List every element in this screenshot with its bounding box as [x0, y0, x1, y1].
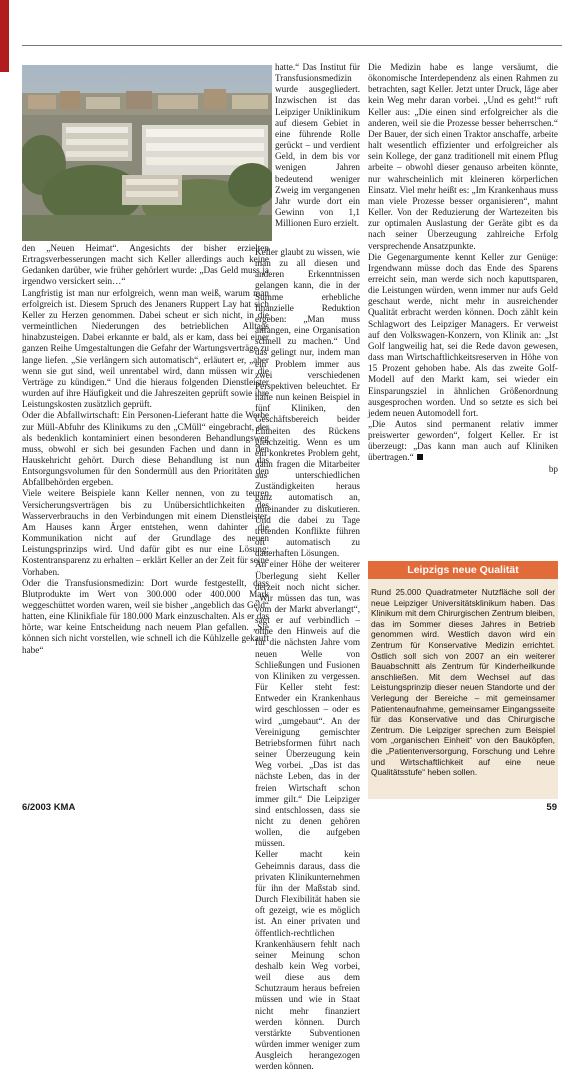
- paragraph: Oder die Transfusionsmedizin: Dort wurde festgestellt, dass Blutprodukte im Wert von 300.000 oder 400.000 Mark weggeschüttet worden waren, weil sie bisher „angeblich das Geld“ hatten, eine Klinikfiale für 180.000 Mark einzuschalten. Als er das hörte, war keine Entscheidung nach neuem Plan gefallen. „Sie können sich nicht vorstellen, wie schnell ich die Kühlzelle gekauft habe“: [22, 577, 269, 655]
- hospital-photo: [22, 65, 272, 241]
- paragraph: den „Neuen Heimat“. Angesichts der bisher erzielten Ertragsverbesserungen macht sich Keller allerdings auch keine Gedanken darüber, wie früher gehörlert wurde: „Das Geld muss ja irgendwo versickert sein…“: [22, 243, 269, 287]
- top-rule: [22, 45, 562, 46]
- paragraph: An einer Höhe der weiterer Überlegung sieht Keller derzeit noch nicht sicher. „Wir müssen das tun, was vom der Markt abverlangt“, sagt er auf verbindlich – ohne den Hinweis auf die für die nächsten Jahre vom neuen Welle von Schließungen und Fusionen von Kliniken zu vergessen. Für Keller steht fest: Entweder ein Krankenhaus wird geschlossen – oder es wird „umgebaut“. An der Vereinigung gemischter Betriebsformen führt nach seiner Überzeugung kein Weg vorbei. „Das ist das nächste Leben, das in der freien Wirtschaft schon immer gilt.“ Die Leipziger sind entschlossen, dass sie nicht zu denen gehören wollen, die aufgeben müssen.: [255, 559, 360, 849]
- paragraph: hatte.“ Das Institut für Transfusionsmedizin wurde ausgegliedert. Inzwischen ist das Leipziger Uniklinikum auf diesem Gebiet in eine führende Rolle gerückt – und verdient Geld, in dem bis vor wenigen Jahren bedeutend weniger Zweig im vergangenen Jahr wurde dort ein Gewinn von 1,1 Millionen Euro erzielt.: [275, 62, 360, 229]
- paragraph: [368, 419, 558, 464]
- box-headline: Leipzigs neue Qualität: [368, 561, 558, 579]
- red-margin-bar: [0, 0, 9, 72]
- paragraph: Viele weitere Beispiele kann Keller nennen, von zu teuren Versicherungsverträgen bis zu Unübersichtlichkeiten des Wasserverbrauchs in den Verbindungen mit einem Dienstleister. Am Hauses kann Ärger entstehen, wenn dahinter die Kommunikation nicht auf der Grundlage des neuen Leistungsprinzips wird. Und dafür gibt es nur eine Lösung: Kostentransparenz zu erhalten – erklärt Keller an der Zeit für seine Vorhaben.: [22, 488, 269, 577]
- column-1: [22, 243, 269, 656]
- closing-quote: „Die Autos sind permanent relativ immer preiswerter geworden“, folgert Keller. Er ist überzeugt: „Das kann man auch auf Kliniken übertragen.“: [368, 419, 558, 463]
- aerial-image-drawing: [22, 65, 272, 241]
- box-text: [368, 583, 558, 778]
- paragraph: Keller macht kein Geheimnis daraus, dass die privaten Klinikunternehmen für ihn der Maßstab sind. Durch Flexibilität haben sie oft gezeigt, wie es möglich ist. An einer privaten und öffentlich-rechtlichen Krankenhäusern fehlt nach seiner Meinung schon deshalb kein Weg vorbei, weil diese aus dem Schutzraum heraus befreien müssen und wie in Staat nicht mehr finanziert werden können. Durch verstärkte Subventionen würden immer weniger zum Ausgleich herangezogen werden können.: [255, 849, 360, 1072]
- column-2-top: [275, 62, 360, 229]
- column-2: [255, 247, 360, 1073]
- column-3: [368, 62, 558, 475]
- end-mark-icon: [417, 454, 423, 460]
- page-number: 59: [546, 802, 557, 813]
- paragraph: Oder die Abfallwirtschaft: Ein Personen-Lieferant hatte die Werbe zur Müll-Abfuhr des Klinikums zu den „CMüll“ eingebracht, der als bedenklich kontaminiert einen besonderen Behandlungsweg muss, obwohl er sich bei gesunden Fachen und dann in den Hauskehricht gehört. Durch diese Behandlung ist nun das Entsorgungsvolumen für den Sondermüll aus den Prioritäten den Abfallbehörden ergeben.: [22, 410, 269, 488]
- paragraph: Rund 25.000 Quadratmeter Nutzfläche soll der neue Leipziger Universitätsklinikum haben. Das Klinikum mit dem Chirurgischen Zentrum bleiben, das im Sommer dieses Jahres in Betrieb genommen wird. Westlich davon wird ein Zentrum für Konservative Medizin errichtet. Östlich soll sich von 2007 an ein weiterer Bauabschnitt als Zentrum für Kinderheilkunde anschließen. Mit dem Wechsel auf das Leistungsprinzip dieser neuen Standorte und der Verlegung der Bereiche – mit gemeinsamer Patientenaufnahme, gemeinsamer Eingangsseite für das Konservative und das Chirurgische Zentrum. Die Leipziger sprechen zum Beispiel vom „organischen Einheit“ von den Bauköpfen, die „Patientenversorgung, Forschung und Lehre und Wirtschaftlichkeit auf eine neue Qualitätsstufe“ heben sollen.: [371, 587, 555, 778]
- paragraph: Langfristig ist man nur erfolgreich, wenn man weiß, warum man erfolgreich ist. Diesem Spruch des Jenaners Ruppert Lay hat sich Keller zu Herzen genommen. Dabei scheut er sich nicht, in die vermeintlichen Niederungen des betrieblichen Alltags hinabzusteigen. Dabei erkannte er bald, als er kam, dass bei einer ganzen Reihe Umgestaltungen die Gefahr der Wartungsverträge zu lange liefen. „Sie verlängern sich automatisch“, erläutert er, „aber wenn sie gut sind, weil unrentabel wird, dann müssen wir die Verträge zu kündigen.“ Und die hieraus folgenden Dienstleister wurden auf ihre Häufigkeit und die Jahreszeiten geprüft sowie ihre Leistungskosten zusätzlich geprüft.: [22, 287, 269, 410]
- paragraph: Die Gegenargumente kennt Keller zur Genüge: Irgendwann müsse doch das Ende des Sparens erreicht sein, man werde sich noch kaputtsparen, die Leistungen würden, wenn immer nur aufs Geld geschaut werde, nicht mehr in ausreichender Qualität erbracht werden können. Doch zählt kein Schlagwort des Leipziger Managers. Er verweist auf den Volkswagen-Konzern, von Klinik an: „Ist Golf langweilig hat, sei die Rede davon gewesen, dass man Wirtschaftlichkeitsreserven in Höhe von 15 Prozent gehoben habe. Als das zweite Golf-Modell auf den Markt kam, sei wieder ein Einsparungsziel in ähnlichen Größenordnung ausgesprochen worden. Und so setzte es sich bei jedem neuen Automodell fort.: [368, 251, 558, 418]
- paragraph: Die Medizin habe es lange versäumt, die ökonomische Interdependenz als einen Rahmen zu betrachten, sagt Keller. Jetzt unter Druck, läge aber kein Weg mehr daran vorbei. „Und es geht!“ ruft Keller aus: „Die einen sind erfolgreicher als die anderen, weil sie die Prozesse besser beherrschen.“ Der Bauer, der sich einen Traktor anschaffe, arbeite halt wesentlich effizienter und erfolgreicher als sein Kollege, der ganz traditionell mit einem Pflug arbeite – obwohl dieser genauso arbeiten könnte, nur wahrscheinlich mit kleineren körperlichen Einsatz. Viel mehr heißt es: „Im Krankenhaus muss man viele Prozesse besser organisieren“, mahnt Keller. Von der Reduzierung der Wartezeiten bis zur optimalen Auslastung der Geräte gibt es da nach seiner Überzeugung zahlreiche Erfolg versprechende Ansatzpunkte.: [368, 62, 558, 251]
- issue-label: 6/2003 KMA: [22, 802, 76, 813]
- author-signoff: bp: [548, 463, 558, 474]
- page-footer: [22, 802, 557, 816]
- paragraph: Keller glaubt zu wissen, wie man zu all diesen und anderen Erkenntnissen gelangen kann, die in der Summe erhebliche finanzielle Reduktion ergeben: „Man muss anfangen, eine Organisation schnell zu machen.“ Und das gelingt nur, indem man ein Problem immer aus zwei verschiedenen Perspektiven beleuchtet. Er halte nun keinen Beispiel in fünf Kliniken, den Geschäftsbereich beider Einheiten des Rückens gleichzeitig. Wenn es um ein konkretes Problem geht, dann fragen die Mitarbeiter aus unterschiedlichen Zuständigkeiten heraus ganz automatisch an, miteinander zu diskutieren. Und die dabei zu Tage tretenden Konflikte führen oft automatisch zu dauerhaften Lösungen.: [255, 247, 360, 559]
